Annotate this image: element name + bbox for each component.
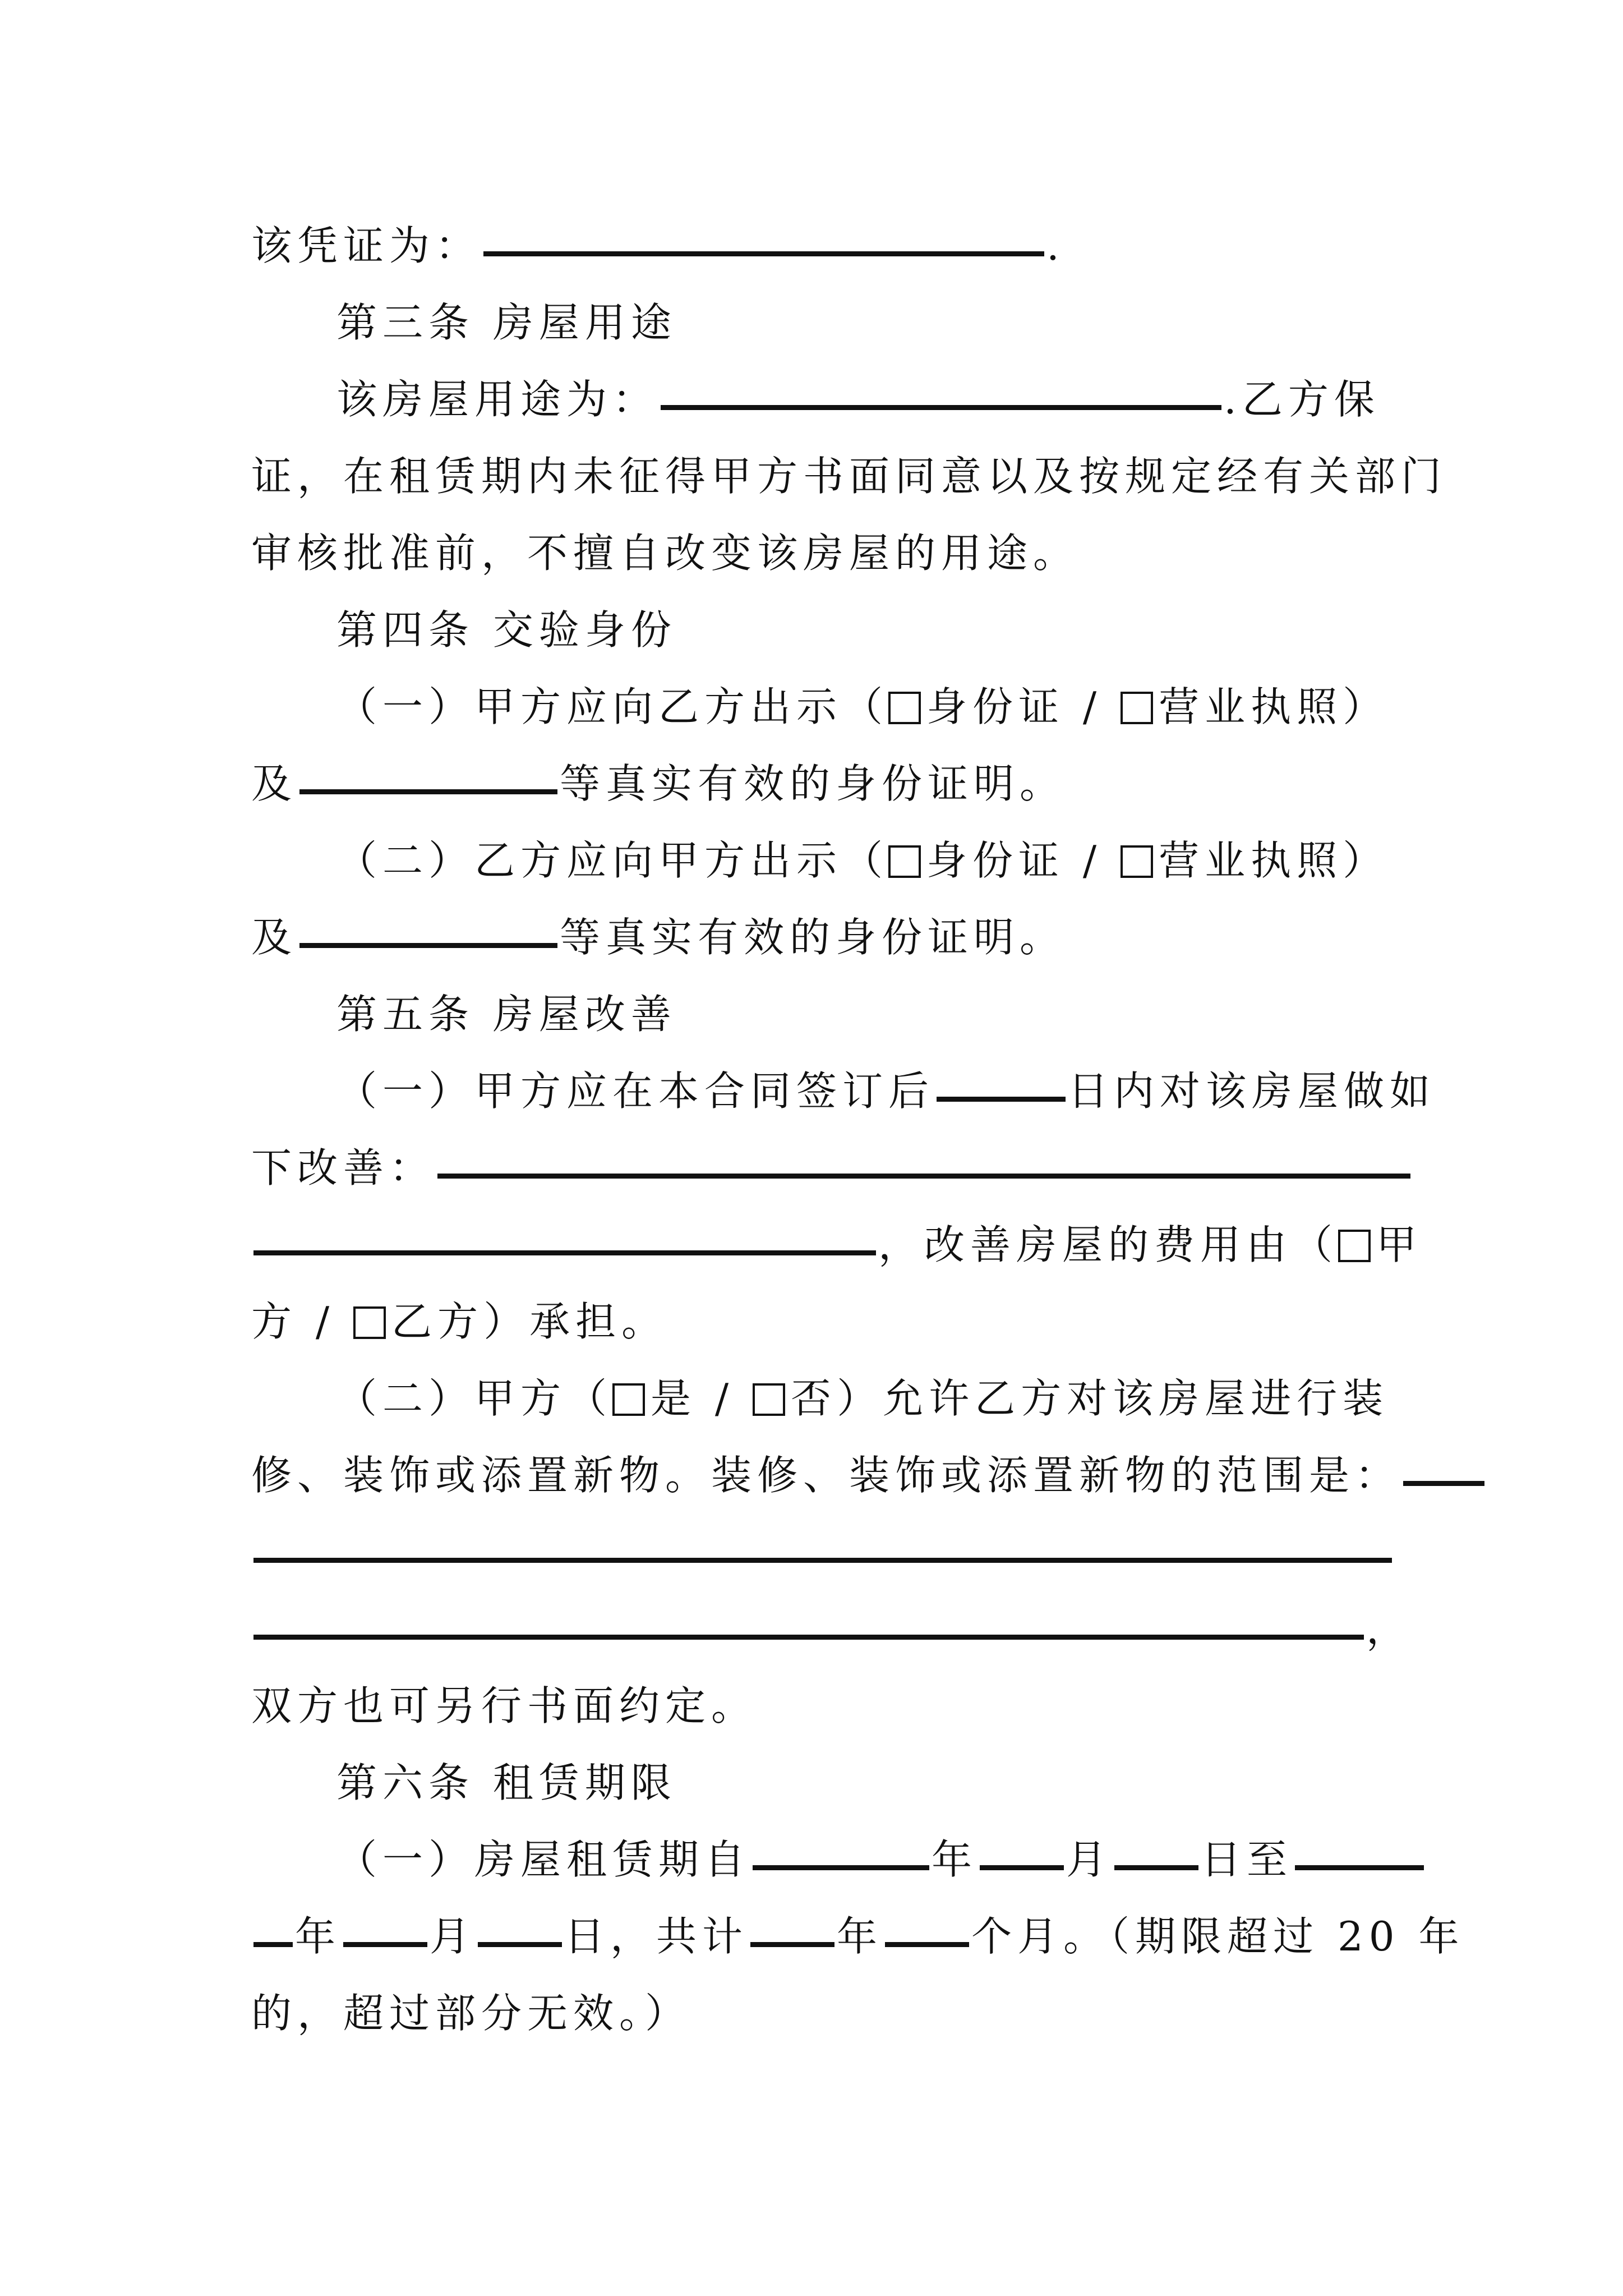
party-b-id-card-checkbox[interactable] [888, 845, 921, 878]
lease-start-year-blank[interactable] [753, 1865, 929, 1870]
lease-start-month-blank[interactable] [980, 1865, 1064, 1870]
certificate-label: 该凭证为： [251, 222, 482, 269]
party-a-id-card-label: 身份证 [926, 683, 1065, 730]
party-b-identity-proof-line [251, 899, 1390, 976]
lease-term-limit-line: 的，超过部分无效。） [251, 1990, 691, 2037]
improvement-details-label: 下改善： [251, 1144, 436, 1191]
party-b-proof-blank[interactable] [299, 943, 557, 948]
house-use-line [251, 361, 1390, 438]
improvement-cost-text: ，改善房屋的费用由（ [878, 1221, 1339, 1268]
party-a-identity-prefix: （一）甲方应向乙方出示（ [336, 683, 889, 730]
house-use-clause-line-2: 证，在租赁期内未征得甲方书面同意以及按规定经有关部门 [251, 453, 1447, 500]
house-use-suffix: .乙方保 [1224, 376, 1380, 423]
cost-party-a-label: 甲 [1376, 1221, 1423, 1268]
contract-text [251, 208, 1465, 2052]
party-b-business-license-checkbox[interactable] [1121, 845, 1153, 878]
decoration-yes-checkbox[interactable] [612, 1383, 645, 1416]
lease-start-month-label: 月 [1066, 1836, 1113, 1883]
decoration-no-label: 否 [791, 1375, 837, 1422]
lease-day-to-label: 日至 [1201, 1836, 1293, 1883]
party-a-identity-proof-line [251, 746, 1390, 822]
lease-end-and-duration-line [251, 1898, 1465, 1975]
party-b-identity-prefix: （二）乙方应向甲方出示（ [336, 837, 889, 884]
article-4-title: 第四条 交验身份 [336, 606, 677, 654]
party-b-identity-line [251, 822, 1390, 899]
party-a-proof-blank[interactable] [299, 789, 557, 794]
article-5-title: 第五条 房屋改善 [336, 991, 677, 1038]
decoration-permission-prefix: （二）甲方（ [336, 1375, 613, 1422]
cost-party-a-checkbox[interactable] [1338, 1230, 1371, 1262]
lease-start-day-blank[interactable] [1114, 1865, 1198, 1870]
decoration-scope-blank-1[interactable] [1403, 1481, 1484, 1486]
improvement-cost-continuation-line [251, 1283, 1390, 1360]
party-a-id-card-checkbox[interactable] [888, 692, 921, 724]
cost-bearing-text: ）承担。 [483, 1298, 668, 1345]
decoration-permission-suffix: ）允许乙方对该房屋进行装 [837, 1375, 1389, 1422]
lease-end-month-blank[interactable] [343, 1942, 427, 1947]
decoration-scope-blank-line-2 [251, 1514, 1390, 1591]
lease-term-prefix: （一）房屋租赁期自 [336, 1836, 751, 1883]
lease-end-year-label: 年 [295, 1913, 342, 1960]
written-agreement-line: 双方也可另行书面约定。 [251, 1682, 758, 1729]
improvement-details-line [251, 1130, 1390, 1207]
party-b-proof-suffix: 等真实有效的身份证明。 [560, 914, 1066, 961]
lease-start-year-label: 年 [932, 1836, 978, 1883]
party-b-business-license-label: 营业执照 [1159, 837, 1343, 884]
decoration-no-checkbox[interactable] [753, 1383, 785, 1416]
improvement-days-suffix: 日内对该房屋做如 [1068, 1068, 1436, 1115]
party-b-separator: / [1064, 837, 1121, 884]
cost-party-b-checkbox[interactable] [353, 1306, 386, 1339]
party-b-id-card-label: 身份证 [926, 837, 1065, 884]
article-3-title: 第三条 房屋用途 [336, 299, 677, 346]
decoration-scope-comma: ， [1366, 1605, 1413, 1653]
improvement-days-line [251, 1053, 1436, 1130]
lease-day-total-label: 日，共计 [564, 1913, 749, 1960]
certificate-line [251, 208, 1390, 284]
party-a-separator: / [1064, 683, 1121, 730]
decoration-scope-text: 修、装饰或添置新物。装修、装饰或添置新物的范围是： [251, 1452, 1401, 1499]
lease-duration-months-blank[interactable] [885, 1942, 969, 1947]
party-b-proof-prefix: 及 [251, 914, 298, 961]
improvement-days-blank[interactable] [937, 1097, 1066, 1102]
lease-end-year-blank-part-1[interactable] [1295, 1865, 1424, 1870]
cost-separator: / [297, 1298, 354, 1345]
certificate-blank[interactable] [483, 251, 1044, 256]
decoration-scope-blank-line-3 [251, 1591, 1413, 1668]
improvement-cost-line [251, 1207, 1423, 1283]
decoration-separator: / [697, 1375, 753, 1422]
house-use-blank[interactable] [661, 405, 1221, 410]
decoration-scope-blank-2[interactable] [253, 1558, 1392, 1563]
certificate-period: . [1046, 222, 1065, 269]
decoration-scope-line [251, 1437, 1401, 1514]
party-a-business-license-checkbox[interactable] [1121, 692, 1153, 724]
decoration-yes-label: 是 [651, 1375, 697, 1422]
lease-duration-years-blank[interactable] [750, 1942, 834, 1947]
house-use-clause-line-3: 审核批准前，不擅自改变该房屋的用途。 [251, 530, 1080, 577]
improvement-details-blank-2[interactable] [253, 1250, 876, 1255]
decoration-scope-blank-3[interactable] [253, 1635, 1364, 1640]
lease-duration-months-text: 个月。（期限超过 20 年 [971, 1913, 1465, 1960]
lease-duration-year-label: 年 [837, 1913, 883, 1960]
decoration-permission-line [251, 1360, 1390, 1437]
party-a-identity-line [251, 669, 1390, 746]
party-a-proof-prefix: 及 [251, 760, 298, 807]
lease-end-year-blank-part-2[interactable] [253, 1942, 293, 1947]
cost-party-a-continuation: 方 [251, 1298, 298, 1345]
lease-end-day-blank[interactable] [478, 1942, 562, 1947]
party-a-business-license-label: 营业执照 [1159, 683, 1343, 730]
article-6-title: 第六条 租赁期限 [336, 1759, 677, 1806]
party-a-proof-suffix: 等真实有效的身份证明。 [560, 760, 1066, 807]
cost-party-b-label: 乙方 [391, 1298, 484, 1345]
lease-start-line [251, 1821, 1390, 1898]
house-use-label: 该房屋用途为： [336, 376, 659, 423]
party-b-identity-close: ） [1343, 837, 1389, 884]
improvement-days-prefix: （一）甲方应在本合同签订后 [336, 1068, 935, 1115]
party-a-identity-close: ） [1343, 683, 1389, 730]
lease-end-month-label: 月 [430, 1913, 476, 1960]
improvement-details-blank-1[interactable] [437, 1174, 1410, 1179]
